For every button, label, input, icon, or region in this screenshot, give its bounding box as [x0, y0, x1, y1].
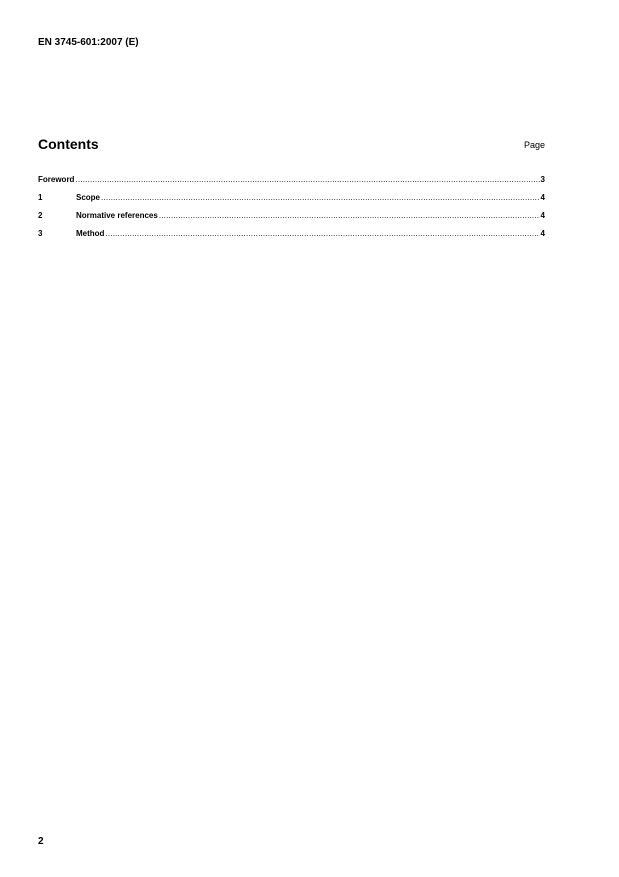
- toc-entry-number: 1: [38, 193, 43, 202]
- toc-entry-scope[interactable]: [38, 193, 545, 211]
- toc-entry-page: 4: [540, 229, 545, 238]
- toc-entry-title: Scope: [76, 193, 101, 202]
- toc-dot-leader: [159, 211, 540, 221]
- toc-entry-title: Method: [76, 229, 105, 238]
- toc-dot-leader: [75, 175, 539, 185]
- toc-entry-number: 2: [38, 211, 43, 220]
- toc-entry-title: Foreword: [38, 175, 75, 184]
- page-number: 2: [38, 836, 44, 847]
- toc-entry-page: 3: [540, 175, 545, 184]
- toc-entry-foreword[interactable]: [38, 175, 545, 193]
- contents-heading: Contents: [38, 136, 99, 152]
- toc-dot-leader: [105, 229, 539, 239]
- toc-entry-method[interactable]: [38, 229, 545, 247]
- toc-dot-leader: [101, 193, 540, 203]
- toc-entry-page: 4: [540, 211, 545, 220]
- table-of-contents: [38, 175, 545, 247]
- toc-entry-page: 4: [540, 193, 545, 202]
- toc-entry-number: 3: [38, 229, 43, 238]
- toc-entry-normative-references[interactable]: [38, 211, 545, 229]
- document-identifier: EN 3745-601:2007 (E): [38, 37, 139, 48]
- toc-entry-title: Normative references: [76, 211, 158, 220]
- page-column-label: Page: [523, 140, 545, 150]
